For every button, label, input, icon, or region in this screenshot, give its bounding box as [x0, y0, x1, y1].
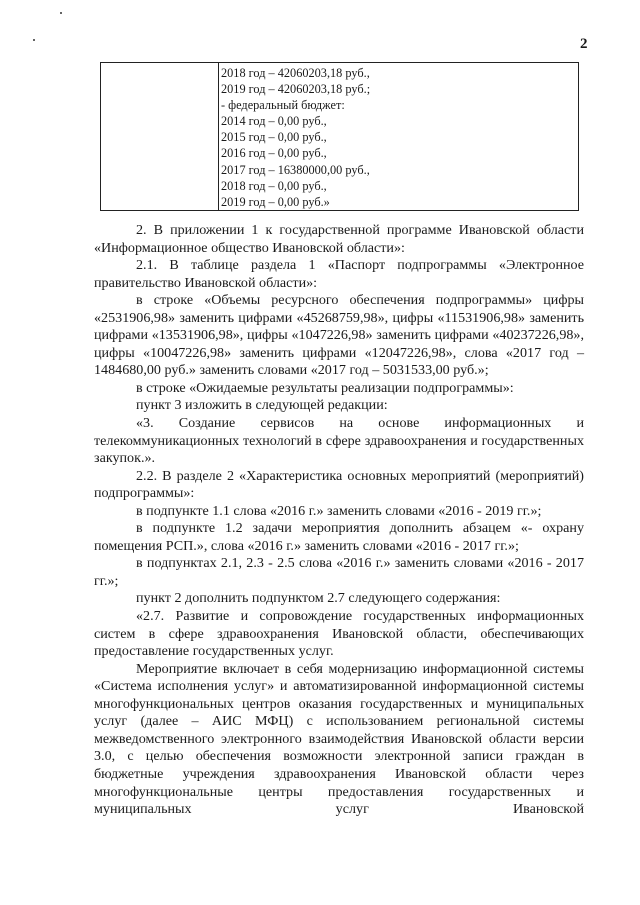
scan-speck	[33, 39, 35, 41]
table-line: 2018 год – 42060203,18 руб.,	[221, 66, 370, 80]
paragraph: в подпункте 1.2 задачи мероприятия дополнить абзацем «- охрану помещения РСП.», слова «2016 г.» заменить словами «2016 - 2017 гг.»;	[94, 520, 584, 554]
paragraph: «2.7. Развитие и сопровождение государственных информационных систем в сфере здравоохранения Ивановской области, обеспечивающих предоставление государственных услуг.	[94, 608, 584, 660]
table-line: 2017 год – 16380000,00 руб.,	[221, 162, 370, 177]
table-line: 2019 год – 0,00 руб.»	[221, 194, 330, 209]
paragraph: пункт 2 дополнить подпунктом 2.7 следующего содержания:	[136, 590, 501, 607]
paragraph: в строке «Ожидаемые результаты реализации подпрограммы»:	[136, 379, 514, 396]
paragraph: «3. Создание сервисов на основе информационных и телекоммуникационных технологий в сфере здравоохранения и государственных закупок.».	[94, 415, 584, 467]
table-value-cell	[221, 65, 370, 210]
document-body	[94, 222, 584, 819]
paragraph: 2.2. В разделе 2 «Характеристика основных мероприятий (мероприятий) подпрограммы»:	[94, 467, 584, 502]
table-line: - федеральный бюджет:	[221, 98, 345, 113]
paragraph: в подпунктах 2.1, 2.3 - 2.5 слова «2016 г.» заменить словами «2016 - 2017 гг.»;	[94, 555, 584, 589]
paragraph: 2.1. В таблице раздела 1 «Паспорт подпрограммы «Электронное правительство Ивановской области»:	[94, 257, 584, 291]
table-line: 2015 год – 0,00 руб.,	[221, 130, 327, 145]
paragraph: Мероприятие включает в себя модернизацию информационной системы «Система исполнения услуг» и автоматизированной информационной системы многофункциональных центров оказания государственных и муниципальных услуг (далее – АИС МФЦ) с использованием региональной системы межведомственного электронного взаимодействия Ивановской области версии 3.0, с целью обеспечения возможности электронной записи граждан в бюджетные учреждения здравоохранения Ивановской области через многофункциональные центры предоставления государственных и муниципальных услуг Ивановской	[94, 660, 584, 818]
scan-speck	[60, 12, 62, 14]
page-number: 2	[580, 36, 588, 52]
budget-table	[100, 62, 579, 211]
table-line: 2019 год – 42060203,18 руб.;	[221, 82, 371, 97]
table-label-cell	[101, 63, 219, 210]
paragraph: пункт 3 изложить в следующей редакции:	[136, 397, 388, 414]
table-line: 2018 год – 0,00 руб.,	[221, 178, 327, 193]
paragraph: в строке «Объемы ресурсного обеспечения подпрограммы» цифры «2531906,98» заменить цифрами «45268759,98», цифры «11531906,98» заменить цифрами «13531906,98», цифры «1047226,98» заменить цифрами «40237226,98», цифры «10047226,98» заменить цифрами «12047226,98», слова «2017 год – 1484680,00 руб.» заменить словами «2017 год – 5031533,00 руб.»;	[94, 292, 584, 379]
table-line: 2014 год – 0,00 руб.,	[221, 114, 327, 129]
paragraph: 2. В приложении 1 к государственной программе Ивановской области «Информационное общество Ивановской области»:	[94, 222, 584, 256]
table-line: 2016 год – 0,00 руб.,	[221, 146, 327, 161]
paragraph: в подпункте 1.1 слова «2016 г.» заменить словами «2016 - 2019 гг.»;	[136, 502, 542, 519]
